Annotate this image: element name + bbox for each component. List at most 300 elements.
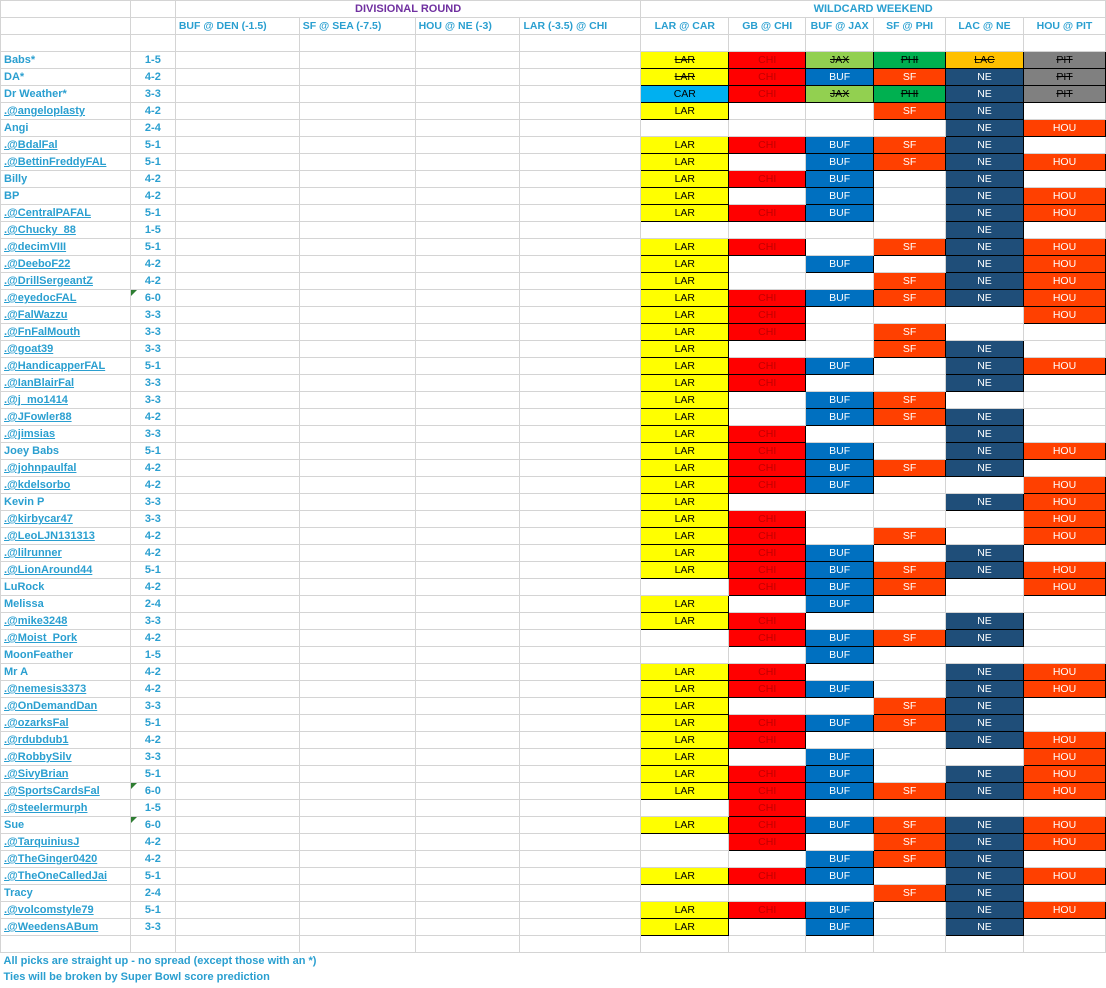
- wildcard-game-header[interactable]: GB @ CHI: [729, 18, 806, 35]
- player-name-text[interactable]: .@ozarksFal: [4, 717, 69, 729]
- divisional-game-header[interactable]: LAR (-3.5) @ CHI: [520, 18, 641, 35]
- wildcard-pick[interactable]: [874, 256, 946, 273]
- divisional-pick[interactable]: [520, 698, 641, 715]
- divisional-pick[interactable]: [415, 902, 520, 919]
- player-record[interactable]: 3-3: [130, 494, 175, 511]
- wildcard-pick[interactable]: PHI: [874, 52, 946, 69]
- divisional-pick[interactable]: [175, 749, 299, 766]
- wildcard-pick[interactable]: HOU: [1023, 511, 1105, 528]
- wildcard-pick[interactable]: LAR: [641, 171, 729, 188]
- player-record[interactable]: 4-2: [130, 732, 175, 749]
- wildcard-pick[interactable]: NE: [946, 103, 1024, 120]
- wildcard-pick[interactable]: LAR: [641, 817, 729, 834]
- divisional-pick[interactable]: [415, 545, 520, 562]
- wildcard-pick[interactable]: [641, 630, 729, 647]
- divisional-pick[interactable]: [299, 800, 415, 817]
- divisional-pick[interactable]: [415, 647, 520, 664]
- wildcard-pick[interactable]: BUF: [806, 290, 874, 307]
- divisional-pick[interactable]: [299, 239, 415, 256]
- wildcard-pick[interactable]: [1023, 324, 1105, 341]
- wildcard-pick[interactable]: [806, 834, 874, 851]
- empty-cell[interactable]: [415, 35, 520, 52]
- wildcard-pick[interactable]: [641, 851, 729, 868]
- wildcard-pick[interactable]: HOU: [1023, 902, 1105, 919]
- empty-cell[interactable]: [1023, 936, 1105, 953]
- player-name[interactable]: [1, 545, 131, 562]
- player-name[interactable]: [1, 341, 131, 358]
- wildcard-pick[interactable]: NE: [946, 69, 1024, 86]
- divisional-pick[interactable]: [520, 868, 641, 885]
- wildcard-pick[interactable]: BUF: [806, 630, 874, 647]
- player-name[interactable]: [1, 715, 131, 732]
- divisional-pick[interactable]: [175, 579, 299, 596]
- wildcard-pick[interactable]: BUF: [806, 749, 874, 766]
- wildcard-pick[interactable]: [1023, 596, 1105, 613]
- wildcard-pick[interactable]: BUF: [806, 817, 874, 834]
- wildcard-pick[interactable]: LAC: [946, 52, 1024, 69]
- player-record[interactable]: 5-1: [130, 902, 175, 919]
- player-name-text[interactable]: .@WeedensABum: [4, 921, 99, 933]
- divisional-pick[interactable]: [520, 919, 641, 936]
- player-record[interactable]: 4-2: [130, 545, 175, 562]
- divisional-pick[interactable]: [175, 494, 299, 511]
- wildcard-pick[interactable]: [1023, 426, 1105, 443]
- divisional-pick[interactable]: [520, 715, 641, 732]
- wildcard-pick[interactable]: SF: [874, 324, 946, 341]
- divisional-pick[interactable]: [299, 885, 415, 902]
- player-name[interactable]: [1, 800, 131, 817]
- wildcard-pick[interactable]: SF: [874, 817, 946, 834]
- divisional-pick[interactable]: [299, 749, 415, 766]
- wildcard-pick[interactable]: BUF: [806, 596, 874, 613]
- wildcard-pick[interactable]: BUF: [806, 154, 874, 171]
- player-record[interactable]: 5-1: [130, 358, 175, 375]
- wildcard-pick[interactable]: [806, 103, 874, 120]
- wildcard-pick[interactable]: [946, 579, 1024, 596]
- wildcard-pick[interactable]: [729, 698, 806, 715]
- divisional-pick[interactable]: [175, 222, 299, 239]
- wildcard-pick[interactable]: NE: [946, 885, 1024, 902]
- wildcard-pick[interactable]: CHI: [729, 868, 806, 885]
- divisional-pick[interactable]: [415, 69, 520, 86]
- divisional-pick[interactable]: [175, 528, 299, 545]
- wildcard-pick[interactable]: [1023, 613, 1105, 630]
- wildcard-pick[interactable]: [729, 885, 806, 902]
- wildcard-pick[interactable]: SF: [874, 239, 946, 256]
- divisional-pick[interactable]: [175, 613, 299, 630]
- empty-cell[interactable]: [1, 936, 131, 953]
- player-name[interactable]: [1, 256, 131, 273]
- wildcard-game-header[interactable]: LAR @ CAR: [641, 18, 729, 35]
- wildcard-pick[interactable]: [874, 681, 946, 698]
- player-name[interactable]: [1, 834, 131, 851]
- divisional-pick[interactable]: [175, 545, 299, 562]
- wildcard-pick[interactable]: BUF: [806, 783, 874, 800]
- player-record[interactable]: 3-3: [130, 375, 175, 392]
- wildcard-pick[interactable]: LAR: [641, 188, 729, 205]
- divisional-pick[interactable]: [415, 596, 520, 613]
- wildcard-pick[interactable]: HOU: [1023, 766, 1105, 783]
- player-record[interactable]: 2-4: [130, 885, 175, 902]
- section-divisional[interactable]: DIVISIONAL ROUND: [175, 1, 641, 18]
- divisional-pick[interactable]: [299, 52, 415, 69]
- divisional-pick[interactable]: [520, 307, 641, 324]
- player-record[interactable]: 4-2: [130, 528, 175, 545]
- wildcard-pick[interactable]: LAR: [641, 256, 729, 273]
- wildcard-pick[interactable]: CHI: [729, 511, 806, 528]
- player-name-text[interactable]: .@IanBlairFal: [4, 377, 75, 389]
- wildcard-pick[interactable]: NE: [946, 426, 1024, 443]
- divisional-pick[interactable]: [520, 426, 641, 443]
- divisional-pick[interactable]: [415, 579, 520, 596]
- divisional-pick[interactable]: [299, 715, 415, 732]
- divisional-pick[interactable]: [175, 885, 299, 902]
- divisional-pick[interactable]: [415, 188, 520, 205]
- player-name-text[interactable]: .@jimsias: [4, 428, 56, 440]
- divisional-pick[interactable]: [175, 511, 299, 528]
- wildcard-pick[interactable]: SF: [874, 528, 946, 545]
- divisional-pick[interactable]: [415, 239, 520, 256]
- divisional-pick[interactable]: [175, 409, 299, 426]
- wildcard-pick[interactable]: [874, 596, 946, 613]
- player-name[interactable]: [1, 443, 131, 460]
- wildcard-pick[interactable]: SF: [874, 103, 946, 120]
- divisional-pick[interactable]: [175, 681, 299, 698]
- wildcard-pick[interactable]: NE: [946, 817, 1024, 834]
- divisional-pick[interactable]: [415, 392, 520, 409]
- wildcard-pick[interactable]: HOU: [1023, 443, 1105, 460]
- empty-cell[interactable]: [299, 936, 415, 953]
- wildcard-pick[interactable]: [1023, 460, 1105, 477]
- player-name[interactable]: [1, 732, 131, 749]
- wildcard-pick[interactable]: [874, 902, 946, 919]
- wildcard-pick[interactable]: LAR: [641, 154, 729, 171]
- player-name-text[interactable]: .@LionAround44: [4, 564, 93, 576]
- divisional-pick[interactable]: [520, 154, 641, 171]
- wildcard-pick[interactable]: PHI: [874, 86, 946, 103]
- wildcard-pick[interactable]: HOU: [1023, 188, 1105, 205]
- player-record[interactable]: 5-1: [130, 443, 175, 460]
- wildcard-pick[interactable]: [641, 885, 729, 902]
- player-name-text[interactable]: .@FnFalMouth: [4, 326, 81, 338]
- divisional-pick[interactable]: [175, 664, 299, 681]
- wildcard-pick[interactable]: CHI: [729, 630, 806, 647]
- divisional-pick[interactable]: [520, 137, 641, 154]
- player-name[interactable]: [1, 868, 131, 885]
- divisional-pick[interactable]: [175, 375, 299, 392]
- divisional-pick[interactable]: [299, 324, 415, 341]
- empty-cell[interactable]: [729, 936, 806, 953]
- wildcard-pick[interactable]: NE: [946, 375, 1024, 392]
- player-record[interactable]: 5-1: [130, 239, 175, 256]
- wildcard-pick[interactable]: [874, 120, 946, 137]
- wildcard-pick[interactable]: NE: [946, 783, 1024, 800]
- wildcard-pick[interactable]: HOU: [1023, 358, 1105, 375]
- player-name[interactable]: [1, 69, 131, 86]
- divisional-pick[interactable]: [415, 766, 520, 783]
- divisional-pick[interactable]: [520, 528, 641, 545]
- wildcard-pick[interactable]: CHI: [729, 443, 806, 460]
- wildcard-pick[interactable]: NE: [946, 613, 1024, 630]
- divisional-pick[interactable]: [415, 307, 520, 324]
- player-record[interactable]: 1-5: [130, 647, 175, 664]
- divisional-pick[interactable]: [415, 137, 520, 154]
- wildcard-pick[interactable]: SF: [874, 460, 946, 477]
- wildcard-pick[interactable]: NE: [946, 834, 1024, 851]
- divisional-game-header[interactable]: HOU @ NE (-3): [415, 18, 520, 35]
- divisional-pick[interactable]: [415, 562, 520, 579]
- wildcard-pick[interactable]: [806, 528, 874, 545]
- divisional-pick[interactable]: [415, 341, 520, 358]
- divisional-pick[interactable]: [299, 154, 415, 171]
- wildcard-pick[interactable]: [1023, 630, 1105, 647]
- player-record[interactable]: 6-0: [130, 290, 175, 307]
- wildcard-pick[interactable]: BUF: [806, 443, 874, 460]
- divisional-pick[interactable]: [520, 69, 641, 86]
- divisional-pick[interactable]: [415, 171, 520, 188]
- wildcard-pick[interactable]: [874, 868, 946, 885]
- wildcard-pick[interactable]: CHI: [729, 324, 806, 341]
- player-name[interactable]: [1, 528, 131, 545]
- player-name[interactable]: [1, 120, 131, 137]
- divisional-pick[interactable]: [175, 562, 299, 579]
- wildcard-pick[interactable]: CHI: [729, 732, 806, 749]
- divisional-pick[interactable]: [299, 358, 415, 375]
- wildcard-pick[interactable]: HOU: [1023, 749, 1105, 766]
- wildcard-pick[interactable]: LAR: [641, 52, 729, 69]
- player-name[interactable]: [1, 290, 131, 307]
- wildcard-game-header[interactable]: HOU @ PIT: [1023, 18, 1105, 35]
- player-name-text[interactable]: .@kdelsorbo: [4, 479, 71, 491]
- wildcard-pick[interactable]: HOU: [1023, 681, 1105, 698]
- wildcard-pick[interactable]: [729, 494, 806, 511]
- wildcard-pick[interactable]: [874, 171, 946, 188]
- wildcard-pick[interactable]: [806, 120, 874, 137]
- player-record[interactable]: 1-5: [130, 222, 175, 239]
- player-name-text[interactable]: .@JFowler88: [4, 411, 72, 423]
- wildcard-pick[interactable]: [729, 103, 806, 120]
- wildcard-pick[interactable]: BUF: [806, 715, 874, 732]
- wildcard-pick[interactable]: SF: [874, 834, 946, 851]
- divisional-pick[interactable]: [175, 919, 299, 936]
- divisional-pick[interactable]: [299, 222, 415, 239]
- divisional-pick[interactable]: [415, 681, 520, 698]
- divisional-pick[interactable]: [415, 511, 520, 528]
- wildcard-pick[interactable]: CHI: [729, 86, 806, 103]
- empty-cell[interactable]: [1, 1, 131, 18]
- divisional-pick[interactable]: [299, 392, 415, 409]
- wildcard-pick[interactable]: LAR: [641, 528, 729, 545]
- wildcard-pick[interactable]: [1023, 800, 1105, 817]
- wildcard-pick[interactable]: LAR: [641, 749, 729, 766]
- divisional-pick[interactable]: [415, 783, 520, 800]
- wildcard-pick[interactable]: BUF: [806, 562, 874, 579]
- divisional-pick[interactable]: [299, 426, 415, 443]
- divisional-pick[interactable]: [299, 171, 415, 188]
- player-name[interactable]: [1, 579, 131, 596]
- player-name[interactable]: [1, 205, 131, 222]
- empty-cell[interactable]: [130, 35, 175, 52]
- wildcard-pick[interactable]: LAR: [641, 426, 729, 443]
- wildcard-pick[interactable]: NE: [946, 851, 1024, 868]
- player-name[interactable]: [1, 171, 131, 188]
- wildcard-pick[interactable]: CHI: [729, 579, 806, 596]
- player-name[interactable]: [1, 511, 131, 528]
- player-record[interactable]: 4-2: [130, 579, 175, 596]
- wildcard-pick[interactable]: CHI: [729, 613, 806, 630]
- wildcard-pick[interactable]: LAR: [641, 324, 729, 341]
- wildcard-pick[interactable]: [1023, 222, 1105, 239]
- divisional-pick[interactable]: [520, 596, 641, 613]
- divisional-pick[interactable]: [299, 511, 415, 528]
- wildcard-pick[interactable]: NE: [946, 494, 1024, 511]
- divisional-pick[interactable]: [175, 154, 299, 171]
- divisional-pick[interactable]: [299, 783, 415, 800]
- wildcard-pick[interactable]: LAR: [641, 545, 729, 562]
- divisional-pick[interactable]: [299, 120, 415, 137]
- wildcard-pick[interactable]: LAR: [641, 681, 729, 698]
- wildcard-pick[interactable]: [946, 477, 1024, 494]
- wildcard-pick[interactable]: NE: [946, 120, 1024, 137]
- wildcard-pick[interactable]: CHI: [729, 171, 806, 188]
- divisional-pick[interactable]: [520, 613, 641, 630]
- wildcard-pick[interactable]: NE: [946, 681, 1024, 698]
- empty-cell[interactable]: [729, 35, 806, 52]
- divisional-pick[interactable]: [415, 443, 520, 460]
- player-name-text[interactable]: .@lilrunner: [4, 547, 62, 559]
- player-name-text[interactable]: .@DrillSergeantZ: [4, 275, 93, 287]
- divisional-pick[interactable]: [175, 698, 299, 715]
- divisional-pick[interactable]: [415, 494, 520, 511]
- divisional-pick[interactable]: [175, 307, 299, 324]
- player-name-text[interactable]: .@FalWazzu: [4, 309, 68, 321]
- wildcard-pick[interactable]: BUF: [806, 137, 874, 154]
- empty-cell[interactable]: [874, 936, 946, 953]
- wildcard-pick[interactable]: BUF: [806, 919, 874, 936]
- divisional-pick[interactable]: [175, 324, 299, 341]
- wildcard-pick[interactable]: LAR: [641, 613, 729, 630]
- divisional-pick[interactable]: [415, 103, 520, 120]
- wildcard-pick[interactable]: LAR: [641, 205, 729, 222]
- player-name-text[interactable]: .@DeeboF22: [4, 258, 71, 270]
- wildcard-pick[interactable]: CHI: [729, 239, 806, 256]
- divisional-pick[interactable]: [520, 647, 641, 664]
- player-name[interactable]: [1, 630, 131, 647]
- wildcard-pick[interactable]: LAR: [641, 137, 729, 154]
- wildcard-pick[interactable]: [806, 273, 874, 290]
- wildcard-pick[interactable]: NE: [946, 290, 1024, 307]
- wildcard-pick[interactable]: CHI: [729, 375, 806, 392]
- divisional-pick[interactable]: [175, 715, 299, 732]
- divisional-pick[interactable]: [415, 154, 520, 171]
- player-record[interactable]: 4-2: [130, 681, 175, 698]
- divisional-pick[interactable]: [520, 324, 641, 341]
- divisional-pick[interactable]: [299, 902, 415, 919]
- wildcard-pick[interactable]: LAR: [641, 375, 729, 392]
- wildcard-pick[interactable]: SF: [874, 562, 946, 579]
- player-name[interactable]: [1, 664, 131, 681]
- wildcard-pick[interactable]: CHI: [729, 426, 806, 443]
- divisional-pick[interactable]: [520, 205, 641, 222]
- wildcard-pick[interactable]: [1023, 375, 1105, 392]
- wildcard-pick[interactable]: BUF: [806, 256, 874, 273]
- wildcard-pick[interactable]: LAR: [641, 392, 729, 409]
- divisional-pick[interactable]: [520, 409, 641, 426]
- empty-cell[interactable]: [130, 936, 175, 953]
- divisional-pick[interactable]: [415, 273, 520, 290]
- divisional-pick[interactable]: [415, 290, 520, 307]
- divisional-pick[interactable]: [175, 273, 299, 290]
- wildcard-pick[interactable]: NE: [946, 341, 1024, 358]
- divisional-pick[interactable]: [175, 800, 299, 817]
- divisional-pick[interactable]: [175, 732, 299, 749]
- empty-cell[interactable]: [874, 35, 946, 52]
- wildcard-pick[interactable]: CHI: [729, 290, 806, 307]
- wildcard-pick[interactable]: CHI: [729, 834, 806, 851]
- wildcard-pick[interactable]: HOU: [1023, 817, 1105, 834]
- wildcard-pick[interactable]: [874, 766, 946, 783]
- divisional-pick[interactable]: [175, 290, 299, 307]
- wildcard-pick[interactable]: [874, 732, 946, 749]
- player-name-text[interactable]: .@BettinFreddyFAL: [4, 156, 107, 168]
- empty-cell[interactable]: [1, 35, 131, 52]
- wildcard-pick[interactable]: CHI: [729, 800, 806, 817]
- divisional-pick[interactable]: [415, 528, 520, 545]
- divisional-pick[interactable]: [415, 715, 520, 732]
- wildcard-pick[interactable]: NE: [946, 171, 1024, 188]
- wildcard-pick[interactable]: [806, 222, 874, 239]
- player-name-text[interactable]: .@Chucky_88: [4, 224, 76, 236]
- divisional-pick[interactable]: [299, 103, 415, 120]
- empty-cell[interactable]: [299, 35, 415, 52]
- player-name-text[interactable]: .@TheGinger0420: [4, 853, 98, 865]
- player-record[interactable]: 4-2: [130, 273, 175, 290]
- player-name[interactable]: [1, 749, 131, 766]
- wildcard-pick[interactable]: [641, 647, 729, 664]
- wildcard-pick[interactable]: [729, 851, 806, 868]
- wildcard-pick[interactable]: [874, 511, 946, 528]
- wildcard-pick[interactable]: HOU: [1023, 239, 1105, 256]
- wildcard-pick[interactable]: NE: [946, 460, 1024, 477]
- divisional-pick[interactable]: [520, 749, 641, 766]
- divisional-pick[interactable]: [520, 341, 641, 358]
- divisional-pick[interactable]: [299, 273, 415, 290]
- divisional-pick[interactable]: [175, 86, 299, 103]
- wildcard-pick[interactable]: BUF: [806, 868, 874, 885]
- wildcard-pick[interactable]: NE: [946, 137, 1024, 154]
- wildcard-pick[interactable]: [806, 324, 874, 341]
- wildcard-pick[interactable]: [806, 375, 874, 392]
- player-record[interactable]: 5-1: [130, 562, 175, 579]
- wildcard-pick[interactable]: [874, 613, 946, 630]
- divisional-pick[interactable]: [299, 290, 415, 307]
- wildcard-pick[interactable]: [946, 800, 1024, 817]
- wildcard-pick[interactable]: CHI: [729, 817, 806, 834]
- player-record[interactable]: 4-2: [130, 188, 175, 205]
- divisional-pick[interactable]: [175, 137, 299, 154]
- divisional-pick[interactable]: [299, 579, 415, 596]
- wildcard-pick[interactable]: LAR: [641, 103, 729, 120]
- wildcard-pick[interactable]: [641, 222, 729, 239]
- wildcard-pick[interactable]: SF: [874, 630, 946, 647]
- empty-cell[interactable]: [946, 35, 1024, 52]
- player-record[interactable]: 5-1: [130, 137, 175, 154]
- player-name[interactable]: [1, 239, 131, 256]
- divisional-pick[interactable]: [175, 817, 299, 834]
- wildcard-pick[interactable]: HOU: [1023, 562, 1105, 579]
- divisional-pick[interactable]: [175, 256, 299, 273]
- wildcard-pick[interactable]: NE: [946, 715, 1024, 732]
